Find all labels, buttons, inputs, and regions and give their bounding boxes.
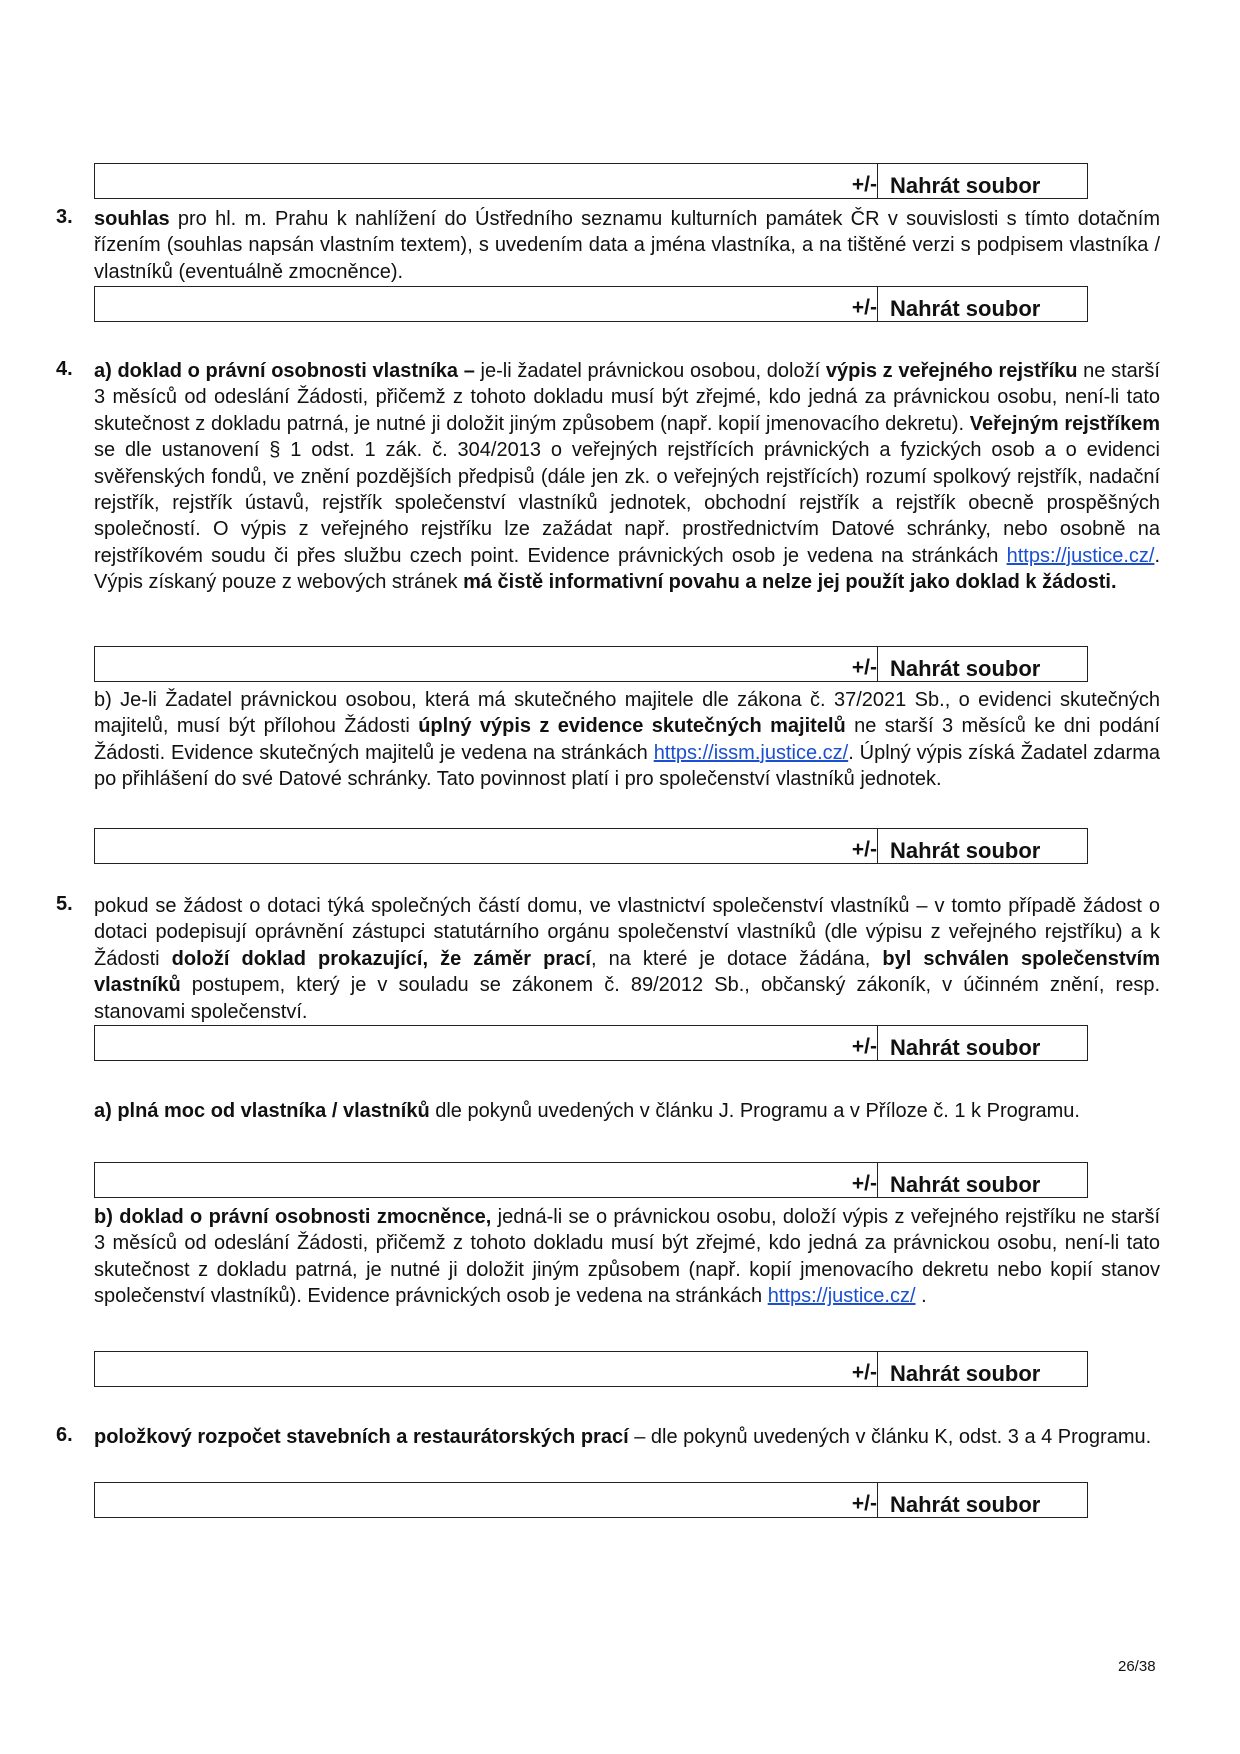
item-5a-text — [94, 1098, 1160, 1124]
text: , na které je dotace žádána, — [590, 947, 883, 970]
item-3-text — [94, 206, 1160, 285]
bold-text: a) plná moc od vlastníka / vlastníků — [94, 1100, 430, 1122]
item-number: 4. — [56, 358, 73, 380]
bold-text: výpis z veřejného rejstříku — [825, 360, 1078, 382]
upload-file-button[interactable]: Nahrát soubor — [877, 1026, 1087, 1060]
upload-file-button[interactable]: Nahrát soubor — [877, 1352, 1087, 1386]
bold-text: má čistě informativní povahu a nelze jej použít jako doklad k žádosti. — [463, 571, 1117, 594]
text: b) Je-li Žadatel právnickou osobou, která má skutečného majitele dle zákona č. 37/2021 Sb., o evidenci skutečných majitelů, musí být přílohou Žádosti — [94, 689, 1160, 738]
upload-row — [94, 1482, 1088, 1518]
item-5-text — [94, 893, 1160, 1025]
bold-text: a) doklad o právní osobnosti vlastníka – — [94, 360, 475, 382]
upload-file-button[interactable]: Nahrát soubor — [877, 829, 1087, 863]
bold-text: souhlas — [94, 208, 170, 230]
upload-row — [94, 1025, 1088, 1061]
text: . Výpis získaný pouze z webových stránek — [94, 544, 1160, 594]
item-number: 3. — [56, 206, 73, 228]
toggle-button[interactable]: +/- — [851, 1492, 877, 1515]
text: jedná-li se o právnickou osobu, doloží výpis z veřejného rejstříku ne starší 3 měsíců od odeslání Žádosti, přičemž z tohoto dokladu musí být zřejmé, kdo jedná za právnickou osobu, není-li tato skutečnost z dokladu patrná, je nutné ji doložit jiným způsobem (např. kopií jmenovacího dekretu nebo kopií stanov společenství vlastníků). Evidence právnických osob je vedena na stránkách — [94, 1206, 1160, 1308]
bold-text: Veřejným rejstříkem — [969, 412, 1160, 435]
upload-file-button[interactable]: Nahrát soubor — [877, 1163, 1087, 1197]
bold-text: úplný výpis z evidence skutečných majitelů — [418, 715, 846, 738]
upload-row — [94, 1162, 1088, 1198]
bold-text: doloží doklad prokazující, že záměr prací — [171, 947, 591, 970]
upload-row — [94, 828, 1088, 864]
toggle-button[interactable]: +/- — [851, 838, 877, 861]
text: ne starší 3 měsíců ke dni podání Žádosti. Evidence skutečných majitelů je vedena na stránkách — [94, 715, 1160, 764]
upload-file-button[interactable]: Nahrát soubor — [877, 1483, 1087, 1517]
upload-file-button[interactable]: Nahrát soubor — [877, 647, 1087, 681]
text: se dle ustanovení § 1 odst. 1 zák. č. 304/2013 o veřejných rejstřících právnických a fyzických osob a o evidenci svěřenských fondů, ve znění pozdějších předpisů (dále jen zk. o veřejných rejstřících) rozumí spolkový rejstřík, nadační rejstřík, rejstřík ústavů, rejstřík společenství vlastníků jednotek, obchodní rejstřík a rejstřík obecně prospěšných společností. O výpis z veřejného rejstříku lze zažádat např. prostřednictvím Datové schránky, nebo osobně na rejstříkovém soudu či přes službu czech point. Evidence právnických osob je vedena na stránkách — [94, 439, 1160, 567]
text: ne starší 3 měsíců od odeslání Žádosti, přičemž z tohoto dokladu musí být zřejmé, kdo jedná za právnickou osobu, není-li tato skutečnost z dokladu patrná, je nutné ji doložit jiným způsobem (např. kopií jmenovacího dekretu). — [94, 360, 1160, 435]
upload-row — [94, 286, 1088, 322]
bold-text: byl schválen společenstvím vlastníků — [94, 947, 1160, 997]
toggle-button[interactable]: +/- — [851, 1361, 877, 1384]
toggle-button[interactable]: +/- — [851, 656, 877, 679]
item-4b-text — [94, 687, 1160, 793]
upload-file-button[interactable]: Nahrát soubor — [877, 287, 1087, 321]
item-number: 6. — [56, 1424, 73, 1446]
issm-link[interactable]: https://issm.justice.cz/ — [653, 741, 849, 764]
upload-row — [94, 1351, 1088, 1387]
toggle-button[interactable]: +/- — [851, 173, 877, 196]
toggle-button[interactable]: +/- — [851, 296, 877, 319]
text: postupem, který je v souladu se zákonem č. 89/2012 Sb., občanský zákoník, v účinném znění, resp. stanovami společenství. — [94, 974, 1160, 1023]
upload-file-button[interactable]: Nahrát soubor — [877, 164, 1087, 198]
text: dle pokynů uvedených v článku J. Programu a v Příloze č. 1 k Programu. — [429, 1100, 1080, 1122]
upload-row — [94, 163, 1088, 199]
item-5b-text — [94, 1204, 1160, 1310]
bold-text: b) doklad o právní osobnosti zmocněnce, — [94, 1206, 492, 1228]
item-4a-text — [94, 358, 1160, 596]
justice-link[interactable]: https://justice.cz/ — [1006, 544, 1155, 567]
justice-link[interactable]: https://justice.cz/ — [767, 1285, 916, 1308]
text: pro hl. m. Prahu k nahlížení do Ústředního seznamu kulturních památek ČR v souvislosti s tímto dotačním řízením (souhlas napsán vlastním textem), s uvedením data a jména vlastníka, a na tištěné verzi s podpisem vlastníka / vlastníků (eventuálně zmocněnce). — [94, 208, 1160, 283]
page-number: 26/38 — [1118, 1658, 1156, 1675]
bold-text: položkový rozpočet stavebních a restaurátorských prací — [94, 1426, 629, 1448]
text: – dle pokynů uvedených v článku K, odst. 3 a 4 Programu. — [628, 1426, 1152, 1448]
toggle-button[interactable]: +/- — [851, 1172, 877, 1195]
item-number: 5. — [56, 893, 73, 915]
text: je-li žadatel právnickou osobou, doloží — [474, 360, 826, 382]
toggle-button[interactable]: +/- — [851, 1035, 877, 1058]
text: . — [915, 1285, 927, 1308]
text: pokud se žádost o dotaci týká společných částí domu, ve vlastnictví společenství vlastníků – v tomto případě žádost o dotaci podepisují oprávnění zástupci statutárního orgánu společenství vlastníků (dle výpisu z veřejného rejstříku) a k Žádosti — [94, 895, 1160, 970]
upload-row — [94, 646, 1088, 682]
text: . Úplný výpis získá Žadatel zdarma po přihlášení do své Datové schránky. Tato povinnost platí i pro společenství vlastníků jednotek. — [94, 741, 1160, 791]
item-6-text — [94, 1424, 1160, 1450]
